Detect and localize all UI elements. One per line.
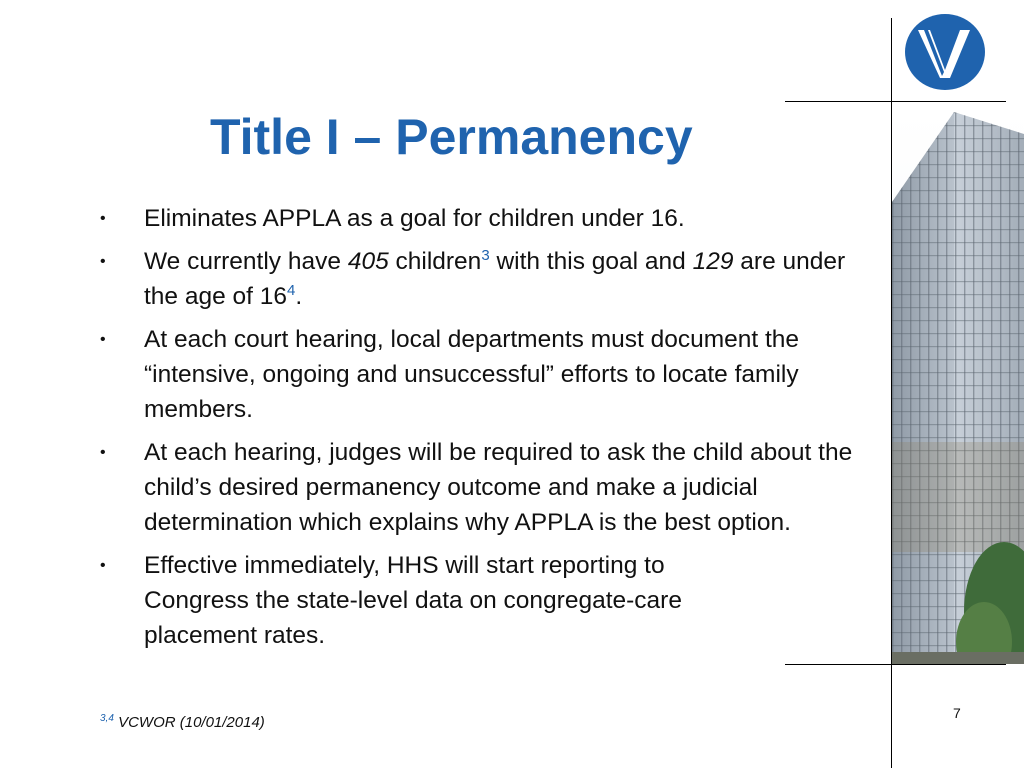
bullet-text-part: . bbox=[295, 283, 303, 310]
bullet-item bbox=[96, 322, 860, 427]
bullet-item bbox=[96, 201, 860, 236]
bullet-text: At each court hearing, local departments must document the “intensive, ongoing and unsuccessful” efforts to locate family members. bbox=[144, 326, 800, 423]
office-building-image bbox=[892, 112, 1024, 664]
footnote-text: VCWOR (10/01/2014) bbox=[113, 714, 265, 731]
slide-title: Title I – Permanency bbox=[210, 109, 693, 165]
footnote-ref: 3 bbox=[481, 246, 490, 264]
bullet-item bbox=[96, 548, 764, 653]
bullet-marker: • bbox=[100, 444, 106, 461]
bullet-text-part: We currently have bbox=[144, 248, 348, 275]
bullet-text-part: with this goal and bbox=[489, 248, 693, 275]
children-count: 405 bbox=[347, 248, 389, 275]
bullet-marker: • bbox=[100, 557, 106, 574]
bullet-text-part: children bbox=[388, 248, 482, 275]
bullet-list bbox=[96, 201, 886, 661]
under-16-count: 129 bbox=[692, 248, 734, 275]
bullet-text: At each hearing, judges will be required to ask the child about the child’s desired permanency outcome and make a judicial determination which explains why APPLA is the best option. bbox=[144, 439, 853, 536]
footnote-ref: 4 bbox=[287, 281, 296, 299]
bullet-text-part: are under the age of 16 bbox=[144, 248, 846, 310]
bullet-text: Effective immediately, HHS will start reporting to Congress the state-level data on congregate-care placement rates. bbox=[144, 552, 682, 649]
bullet-marker: • bbox=[100, 331, 106, 348]
footnote bbox=[100, 713, 265, 731]
top-horizontal-divider bbox=[785, 101, 1006, 102]
page-number: 7 bbox=[953, 705, 961, 721]
bullet-text: Eliminates APPLA as a goal for children under 16. bbox=[144, 205, 685, 232]
bullet-item bbox=[96, 435, 860, 540]
footnote-marker: 3,4 bbox=[100, 713, 114, 724]
bullet-item bbox=[96, 244, 860, 314]
bullet-marker: • bbox=[100, 210, 106, 227]
bottom-horizontal-divider bbox=[785, 664, 1006, 665]
bullet-marker: • bbox=[100, 253, 106, 270]
v-logo-icon bbox=[904, 12, 986, 92]
